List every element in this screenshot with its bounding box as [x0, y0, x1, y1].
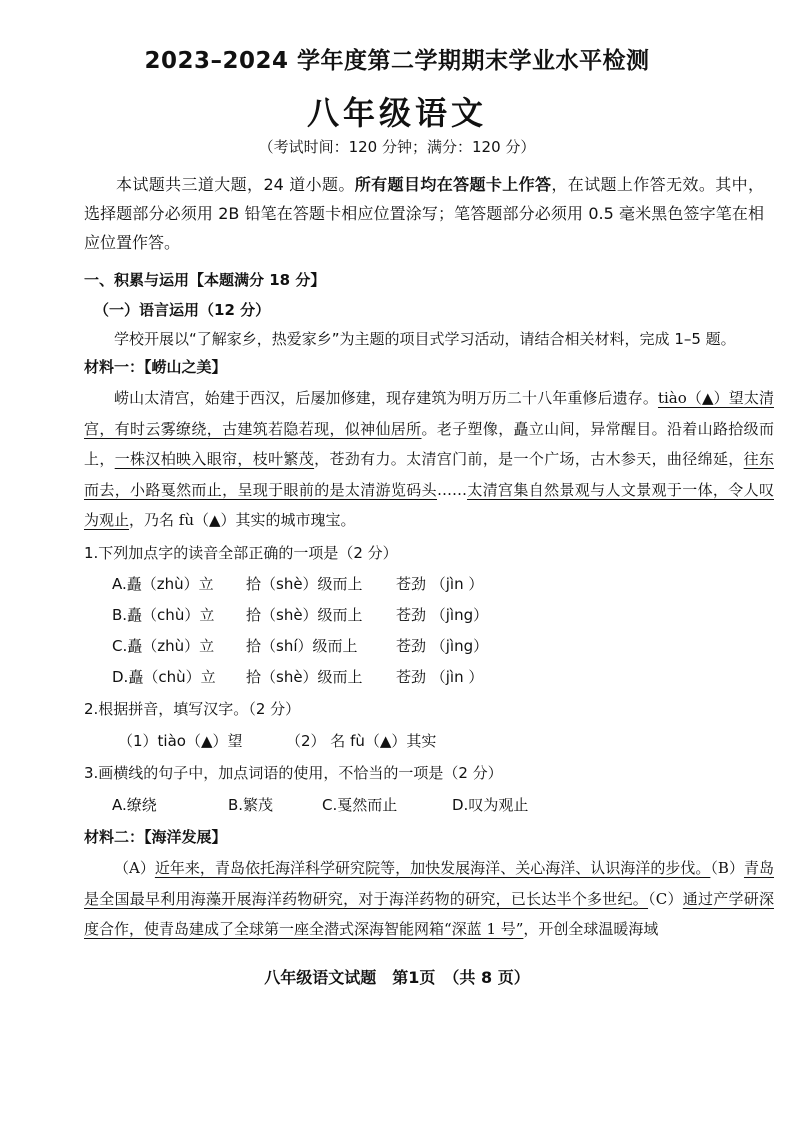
q1-option-b-2: 拾（shè）级而上 — [246, 606, 363, 624]
q2-item-1: （1）tiào（▲）望 — [118, 732, 243, 750]
material2-sentence-a: 近年来，青岛依托海洋科学研究院等，加快发展海洋、关心海洋、认识海洋的步伐。 — [154, 859, 711, 877]
q1-stem: 1.下列加点字的读音全部正确的一项是（2 分） — [84, 544, 398, 562]
q1-option-a-3: 苍劲 （jìn ） — [396, 575, 484, 593]
material1-text-e: ，苍劲有力。太清宫门前，是一个广场，古木参天，曲径绵延， — [314, 450, 744, 468]
material2-text-g: ，开创全球温暖海域 — [523, 920, 659, 938]
material2-passage — [84, 853, 774, 945]
q1-option-c-2: 拾（shí）级而上 — [246, 637, 358, 655]
q2-stem: 2.根据拼音，填写汉字。（2 分） — [84, 700, 301, 718]
exam-instructions — [84, 170, 764, 257]
instructions-part1: 本试题共三道大题，24 道小题。 — [116, 175, 355, 194]
q1-option-c-3: 苍劲 （jìng） — [396, 637, 489, 655]
section1-task: 学校开展以“了解家乡，热爱家乡”为主题的项目式学习活动，请结合相关材料，完成 1–5 题。 — [114, 330, 736, 348]
material1-passage — [84, 383, 774, 536]
material2-sentence-b: 青岛是全国最早利用海藻开展海洋药物研究，对于海洋药物的研究，已长达半个多世纪。 — [84, 859, 774, 908]
material1-text-a: 崂山太清宫，始建于西汉，后屡加修建，现存建筑为明万历二十八年重修后遗存。 — [114, 389, 658, 407]
q3-option-a: A.缭绕 — [112, 796, 157, 814]
material1-title: 材料一：【崂山之美】 — [84, 358, 227, 376]
material2-marker-a: （A） — [114, 859, 155, 877]
exam-info: （考试时间：120 分钟；满分：120 分） — [258, 138, 536, 156]
material2-marker-b: （B） — [710, 859, 744, 877]
material2-title: 材料二：【海洋发展】 — [84, 828, 227, 846]
q1-option-d-3: 苍劲 （jìn ） — [396, 668, 484, 686]
q1-option-d-1: D.矗（chù）立 — [112, 668, 216, 686]
material1-underline-1: tiào（▲）望太清宫，有时云雾缭绕，古建筑若隐若现，似神仙居所 — [84, 389, 774, 438]
exam-title: 2023–2024 学年度第二学期期末学业水平检测 — [144, 48, 650, 74]
subject-title: 八年级语文 — [306, 94, 487, 132]
q1-option-d-2: 拾（shè）级而上 — [246, 668, 363, 686]
section1-title: 一、积累与运用【本题满分 18 分】 — [84, 271, 326, 289]
material1-underline-2: 一株汉柏映入眼帘，枝叶繁茂 — [114, 450, 315, 468]
q3-stem: 3.画横线的句子中，加点词语的使用，不恰当的一项是（2 分） — [84, 764, 503, 782]
page-footer: 八年级语文试题 第1页 （共 8 页） — [264, 968, 530, 987]
q1-option-b-3: 苍劲 （jìng） — [396, 606, 489, 624]
material2-sentence-c: 通过产学研深度合作，使青岛建成了全球第一座全潜式深海智能网箱“深蓝 1 号” — [84, 889, 774, 938]
material1-text-i: ，乃名 fù（▲）其实的城市瑰宝。 — [129, 511, 356, 529]
material1-text-c: 。老子塑像，矗立山间，异常醒目。沿着山路拾级而上， — [84, 419, 774, 468]
q1-option-c-1: C.矗（zhù）立 — [112, 637, 215, 655]
section1-subtitle: （一）语言运用（12 分） — [94, 301, 271, 319]
q3-option-d: D.叹为观止 — [452, 796, 529, 814]
material1-underline-4: 太清宫集自然景观与人文景观于一体，令人叹为观止 — [84, 480, 774, 529]
q1-option-b-1: B.矗（chù）立 — [112, 606, 215, 624]
q3-option-c: C.戛然而止 — [322, 796, 398, 814]
material1-underline-3: 往东而去，小路戛然而止，呈现于眼前的是太清游览码头 — [84, 450, 774, 499]
material1-text-g: …… — [437, 480, 468, 499]
q2-item-2: （2） 名 fù（▲）其实 — [286, 732, 437, 750]
q3-option-b: B.繁茂 — [228, 796, 274, 814]
q1-option-a-2: 拾（shè）级而上 — [246, 575, 363, 593]
q1-option-a-1: A.矗（zhù）立 — [112, 575, 214, 593]
instructions-emphasis: 所有题目均在答题卡上作答 — [354, 175, 552, 194]
material2-marker-c: （C） — [648, 889, 683, 908]
instructions-part3: ，在试题上作答无效。其中，选择题部分必须用 2B 铅笔在答题卡相应位置涂写；笔答题部分必须用 0.5 毫米黑色签字笔在相应位置作答。 — [84, 175, 764, 252]
